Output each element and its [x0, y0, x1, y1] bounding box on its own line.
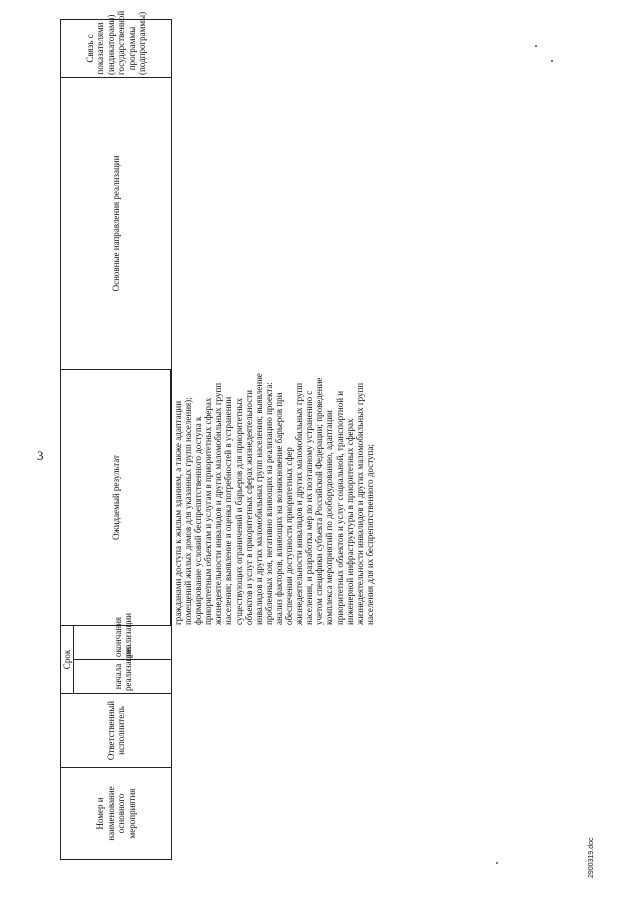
header-end: окончания реализации	[74, 625, 172, 659]
cell-number-name	[171, 768, 377, 860]
cell-result: гражданами доступа к жилым зданиям, а также адаптации помещений жилых домов для указанных групп населения); формирование условий беспрепятственного доступа к приоритетным объектам и услугам в приоритетных сферах жизнедеятельности инвалидов и других маломобильных групп населения; выявление и оценка потребностей в устранении существующих ограничений и барьеров для приоритетных объектов и услуг в приоритетных сферах жизнедеятельности инвалидов и других маломобильных групп населения; выявление проблемных зон, негативно влияющих на реализацию проекта: анализ факторов, влияющих на возникновение барьеров при обеспечении доступности приоритетных сфер жизнедеятельности инвалидов и других маломобильных групп населения, и разработка мер по их поэтапному устранению с учетом специфики субъекта Российской Федерации; проведение комплекса мероприятий по дооборудованию, адаптации приоритетных объектов и услуг социальной, транспортной и инженерной инфраструктуры в приоритетных сферах жизнедеятельности инвалидов и других маломобильных групп населения для их беспрепятственного доступа;	[171, 370, 377, 626]
file-name: 2900319.doc	[588, 837, 595, 878]
scan-speck	[496, 862, 498, 864]
header-start: начала реализации	[74, 660, 172, 694]
measures-table	[60, 10, 172, 860]
cell-end	[171, 626, 377, 660]
rotated-table-container	[60, 10, 375, 860]
cell-link	[171, 20, 377, 78]
header-responsible: Ответственный исполнитель	[61, 694, 172, 768]
header-link: Связь с показателями (индикаторами) государственной программы (подпрограммы)	[61, 19, 172, 77]
header-number-name: Номер и наименование основного мероприятия	[61, 768, 172, 860]
scan-speck	[551, 60, 553, 62]
page-number: 3	[37, 448, 44, 463]
header-term: Срок	[61, 625, 74, 693]
cell-start	[171, 660, 377, 694]
header-result: Ожидаемый результат	[61, 369, 172, 625]
measures-table-body	[170, 20, 377, 860]
header-directions: Основные направления реализации	[61, 77, 172, 369]
cell-directions	[171, 78, 377, 370]
cell-responsible	[171, 694, 377, 768]
scan-speck	[535, 45, 537, 47]
